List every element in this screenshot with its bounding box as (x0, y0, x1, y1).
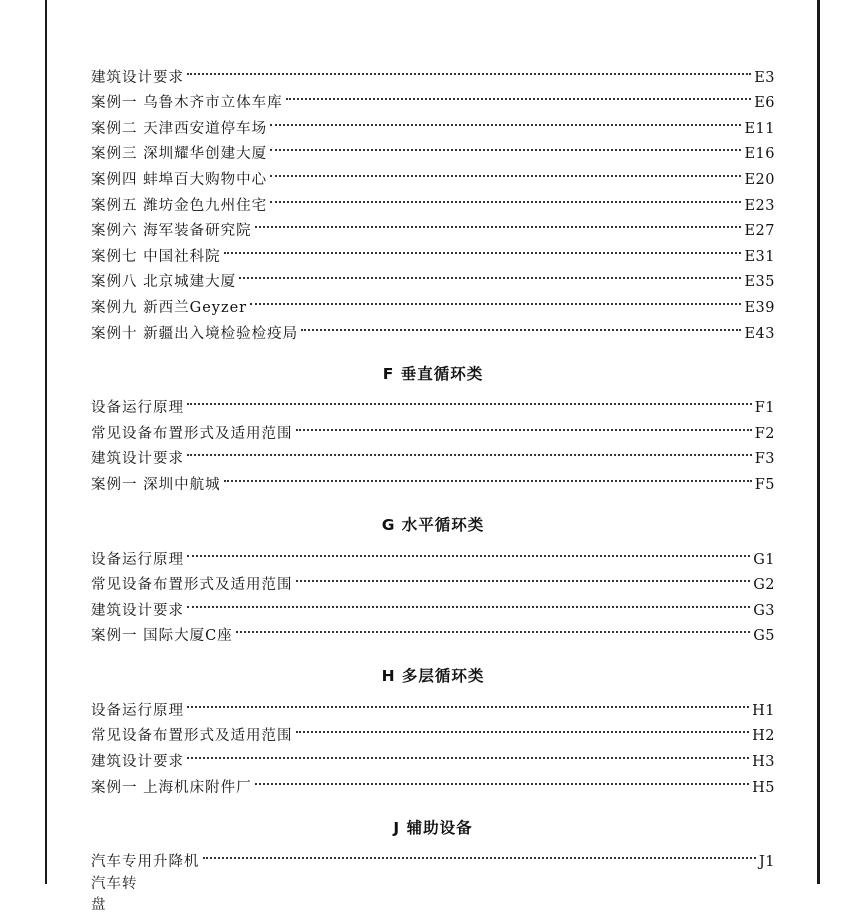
toc-entry-title: 设备运行原理 (91, 551, 184, 568)
dot-leader (187, 689, 749, 715)
section-heading: J 辅助设备 (393, 818, 473, 837)
dot-leader (187, 538, 750, 564)
clipped-toc-line (91, 876, 151, 913)
toc-entry-page: H1 (752, 702, 775, 719)
toc-entry-page: E35 (744, 274, 775, 291)
section-heading: G 水平循环类 (381, 515, 485, 534)
toc-entry-page: G3 (753, 602, 775, 619)
dot-leader (187, 56, 751, 82)
table-of-contents (91, 56, 775, 871)
toc-entry-title: 常见设备布置形式及适用范围 (91, 577, 293, 594)
dot-leader (270, 133, 741, 159)
toc-entry[interactable] (91, 412, 775, 442)
toc-entry-title: 常见设备布置形式及适用范围 (91, 425, 293, 442)
toc-entry-page: G5 (753, 628, 775, 645)
toc-entry-title: 建筑设计要求 (91, 451, 184, 468)
dot-leader (255, 766, 750, 792)
dot-leader (187, 387, 752, 413)
left-border-rule (45, 0, 47, 884)
toc-entry[interactable] (91, 438, 775, 468)
toc-entry-page: F5 (754, 476, 775, 493)
toc-entry[interactable] (91, 615, 775, 645)
toc-entry-page: F2 (754, 425, 775, 442)
toc-entry-page: H2 (752, 728, 775, 745)
toc-entry[interactable] (91, 538, 775, 568)
dot-leader (270, 184, 741, 210)
toc-entry-title: 案例七 中国社科院 (91, 248, 221, 265)
dot-leader (301, 312, 741, 338)
toc-entry-title: 案例九 新西兰Geyzer (91, 299, 248, 316)
dot-leader (224, 235, 742, 261)
dot-leader (187, 589, 750, 615)
dot-leader (187, 740, 749, 766)
dot-leader (270, 158, 741, 184)
toc-entry-page: J1 (758, 854, 775, 871)
toc-entry-title: 案例八 北京城建大厦 (91, 274, 237, 291)
toc-entry-page: E31 (744, 248, 775, 265)
toc-entry[interactable] (91, 766, 775, 796)
section-heading: H 多层循环类 (381, 667, 485, 686)
toc-entry[interactable] (91, 715, 775, 745)
toc-entry[interactable] (91, 589, 775, 619)
dot-leader (296, 715, 750, 741)
toc-entry[interactable] (91, 82, 775, 112)
toc-entry-page: G2 (753, 577, 775, 594)
toc-entry-page: H5 (752, 779, 775, 796)
toc-entry-title: 汽车专用升降机 (91, 854, 200, 871)
toc-entry-page: E3 (754, 69, 775, 86)
toc-entry-page: E16 (744, 146, 775, 163)
dot-leader (203, 841, 756, 867)
section-heading: F 垂直循环类 (382, 364, 484, 383)
clipped-toc-text: 汽车转盘 (91, 876, 138, 913)
toc-entry-title: 案例一 乌鲁木齐市立体车库 (91, 95, 283, 112)
toc-entry-page: E11 (744, 120, 775, 137)
toc-entry-title: 建筑设计要求 (91, 602, 184, 619)
toc-entry-page: F1 (754, 400, 775, 417)
right-border-rule (817, 0, 820, 884)
toc-entry[interactable] (91, 841, 775, 871)
toc-entry-page: E43 (744, 325, 775, 342)
toc-entry-page: H3 (752, 754, 775, 771)
dot-leader (224, 463, 752, 489)
toc-entry-title: 案例三 深圳耀华创建大厦 (91, 146, 268, 163)
toc-entry-page: E39 (744, 299, 775, 316)
dot-leader (250, 286, 741, 312)
toc-entry[interactable] (91, 689, 775, 719)
dot-leader (286, 82, 752, 108)
toc-entry-page: F3 (754, 451, 775, 468)
toc-entry-page: E6 (754, 95, 775, 112)
toc-entry-title: 案例五 潍坊金色九州住宅 (91, 197, 268, 214)
toc-entry-title: 常见设备布置形式及适用范围 (91, 728, 293, 745)
toc-entry[interactable] (91, 740, 775, 771)
toc-entry-title: 案例六 海军装备研究院 (91, 223, 252, 240)
toc-entry-title: 案例十 新疆出入境检验检疫局 (91, 325, 299, 342)
toc-entry-page: E20 (744, 171, 775, 188)
toc-entry-title: 建筑设计要求 (91, 69, 184, 86)
toc-entry-page: E23 (744, 197, 775, 214)
toc-entry-title: 案例二 天津西安道停车场 (91, 120, 268, 137)
toc-entry-title: 案例一 上海机床附件厂 (91, 779, 252, 796)
dot-leader (255, 210, 742, 236)
toc-entry-page: E27 (744, 223, 775, 240)
toc-entry-page: G1 (753, 551, 775, 568)
toc-entry-title: 建筑设计要求 (91, 754, 184, 771)
toc-entry[interactable] (91, 463, 775, 493)
dot-leader (236, 615, 750, 641)
toc-entry-title: 案例一 深圳中航城 (91, 476, 221, 493)
dot-leader (239, 261, 741, 287)
toc-entry-title: 案例四 蚌埠百大购物中心 (91, 171, 268, 188)
dot-leader (270, 107, 741, 133)
dot-leader (296, 412, 752, 438)
dot-leader (296, 564, 751, 590)
toc-entry[interactable] (91, 564, 775, 594)
toc-entry-title: 案例一 国际大厦C座 (91, 628, 233, 645)
toc-entry[interactable] (91, 387, 775, 417)
toc-entry-title: 设备运行原理 (91, 702, 184, 719)
toc-entry[interactable] (91, 56, 775, 86)
toc-entry-title: 设备运行原理 (91, 400, 184, 417)
dot-leader (187, 438, 752, 464)
